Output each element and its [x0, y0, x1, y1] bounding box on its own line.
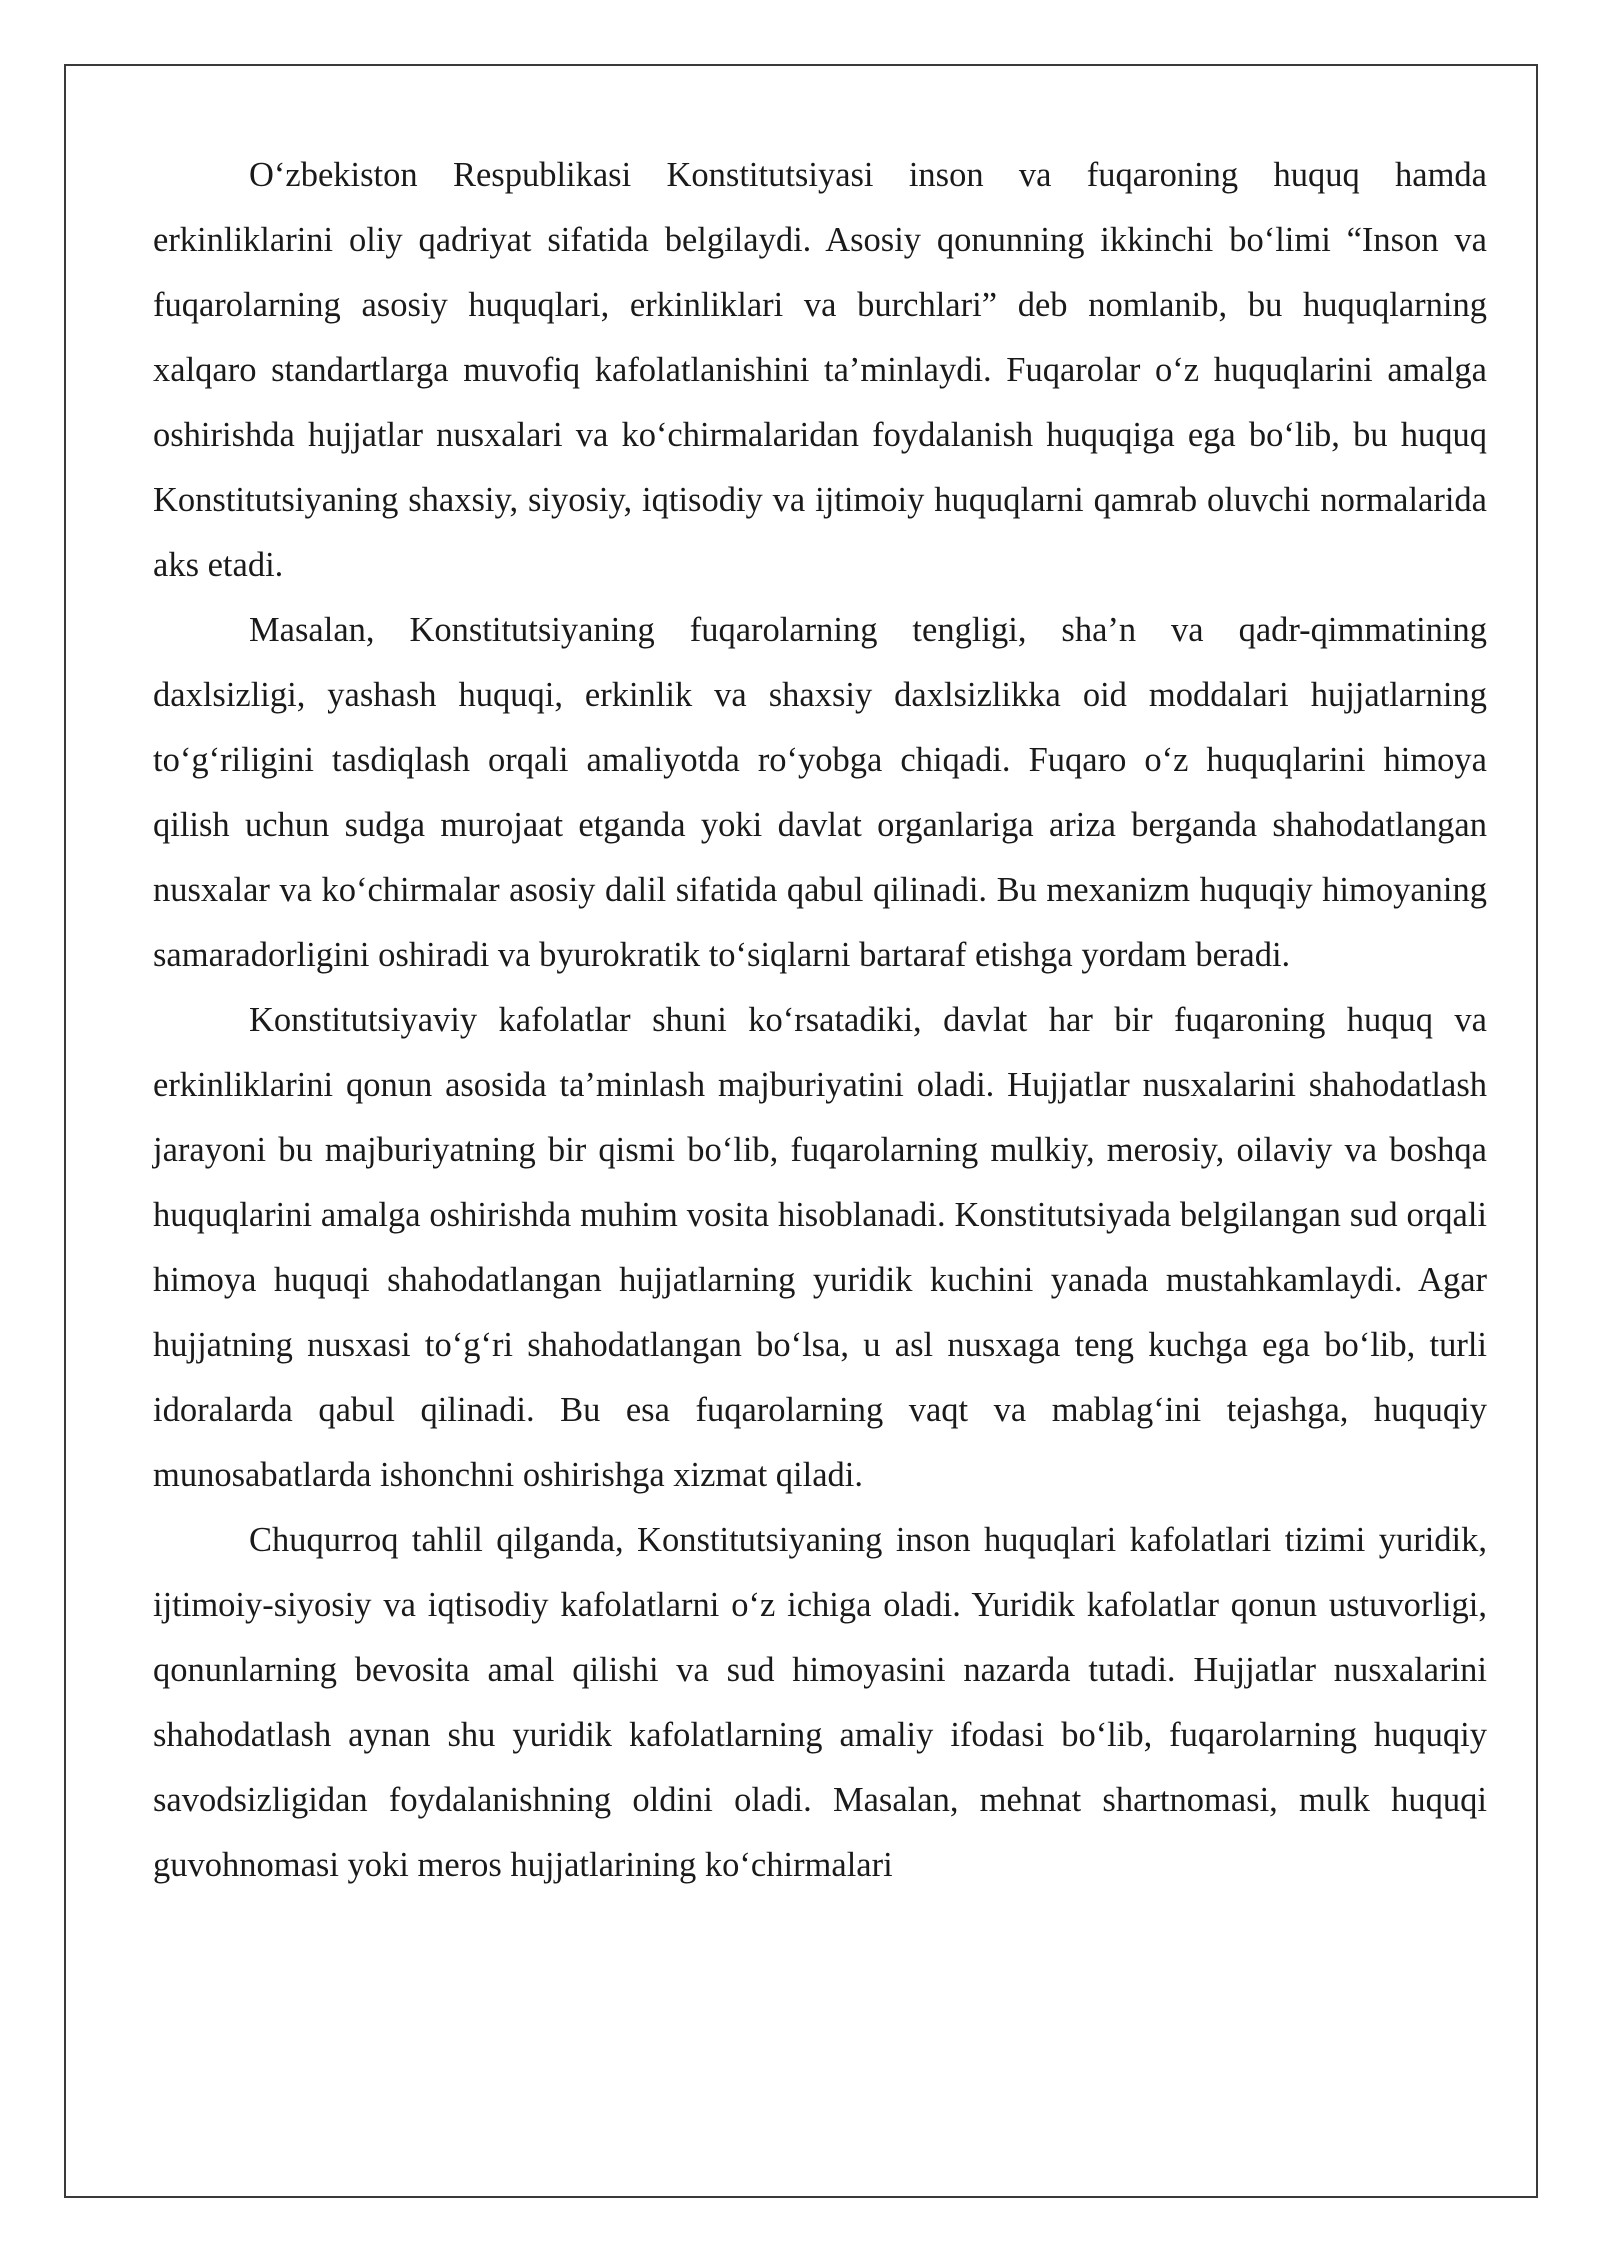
paragraph-3: Konstitutsiyaviy kafolatlar shuni ko‘rsatadiki, davlat har bir fuqaroning huquq va erkinliklarini qonun asosida ta’minlash majburiyatini oladi. Hujjatlar nusxalarini shahodatlash jarayoni bu majburiyatning bir qismi bo‘lib, fuqarolarning mulkiy, merosiy, oilaviy va boshqa huquqlarini amalga oshirishda muhim vosita hisoblanadi. Konstitutsiyada belgilangan sud orqali himoya huquqi shahodatlangan hujjatlarning yuridik kuchini yanada mustahkamlaydi. Agar hujjatning nusxasi to‘g‘ri shahodatlangan bo‘lsa, u asl nusxaga teng kuchga ega bo‘lib, turli idoralarda qabul qilinadi. Bu esa fuqarolarning vaqt va mablag‘ini tejashga, huquqiy munosabatlarda ishonchni oshirishga xizmat qiladi.: [153, 1001, 1487, 1494]
paragraph-2: Masalan, Konstitutsiyaning fuqarolarning tengligi, sha’n va qadr-qimmatining daxlsizligi, yashash huquqi, erkinlik va shaxsiy daxlsizlikka oid moddalari hujjatlarning to‘g‘riligini tasdiqlash orqali amaliyotda ro‘yobga chiqadi. Fuqaro o‘z huquqlarini himoya qilish uchun sudga murojaat etganda yoki davlat organlariga ariza berganda shahodatlangan nusxalar va ko‘chirmalar asosiy dalil sifatida qabul qilinadi. Bu mexanizm huquqiy himoyaning samaradorligini oshiradi va byurokratik to‘siqlarni bartaraf etishga yordam beradi.: [153, 611, 1487, 974]
document-body: [153, 143, 1487, 1898]
paragraph-4: Chuqurroq tahlil qilganda, Konstitutsiyaning inson huquqlari kafolatlari tizimi yuridik, ijtimoiy-siyosiy va iqtisodiy kafolatlarni o‘z ichiga oladi. Yuridik kafolatlar qonun ustuvorligi, qonunlarning bevosita amal qilishi va sud himoyasini nazarda tutadi. Hujjatlar nusxalarini shahodatlash aynan shu yuridik kafolatlarning amaliy ifodasi bo‘lib, fuqarolarning huquqiy savodsizligidan foydalanishning oldini oladi. Masalan, mehnat shartnomasi, mulk huquqi guvohnomasi yoki meros hujjatlarining ko‘chirmalari: [153, 1521, 1487, 1884]
paragraph-1: O‘zbekiston Respublikasi Konstitutsiyasi inson va fuqaroning huquq hamda erkinliklarini oliy qadriyat sifatida belgilaydi. Asosiy qonunning ikkinchi bo‘limi “Inson va fuqarolarning asosiy huquqlari, erkinliklari va burchlari” deb nomlanib, bu huquqlarning xalqaro standartlarga muvofiq kafolatlanishini ta’minlaydi. Fuqarolar o‘z huquqlarini amalga oshirishda hujjatlar nusxalari va ko‘chirmalaridan foydalanish huquqiga ega bo‘lib, bu huquq Konstitutsiyaning shaxsiy, siyosiy, iqtisodiy va ijtimoiy huquqlarni qamrab oluvchi normalarida aks etadi.: [153, 156, 1487, 584]
